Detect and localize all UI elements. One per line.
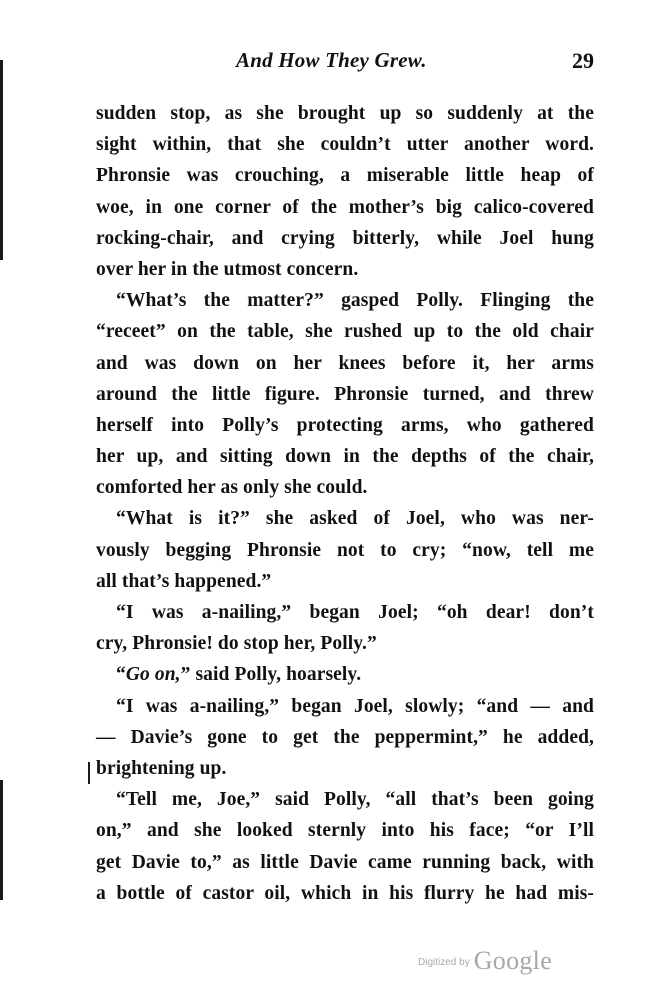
scan-edge-mark-bottom [0,780,3,900]
digitized-by-label: Digitized by [418,957,470,968]
text-line: get Davie to,” as little Davie came running back, with [96,851,594,873]
text-line: brightening up. [96,757,227,779]
text-line: cry, Phronsie! do stop her, Polly.” [96,633,377,655]
google-logo-text: Google [473,946,553,975]
line-rest: ” said Polly, hoarsely. [180,664,362,686]
running-title: And How They Grew. [236,48,427,72]
text-line: rocking-chair, and crying bitterly, while Joel hung [96,227,594,249]
text-line: “Tell me, Joe,” said Polly, “all that’s been going [116,789,594,811]
text-line: herself into Polly’s protecting arms, who gathered [96,414,594,436]
text-line: sudden stop, as she brought up so suddenly at the [96,103,594,124]
text-line: on,” and she looked sternly into his face; “or I’ll [96,820,594,842]
open-quote: “ [116,664,126,686]
body-text [96,98,594,909]
text-line: over her in the utmost concern. [96,258,359,280]
text-line: a bottle of castor oil, which in his flurry he had mis- [96,882,594,904]
text-line: her up, and sitting down in the depths of the chair, [96,446,594,468]
text-line: comforted her as only she could. [96,477,368,499]
digitized-by-google-watermark [418,946,552,976]
page-number: 29 [572,48,594,73]
text-line: “What’s the matter?” gasped Polly. Flinging the [116,290,594,312]
text-line: all that’s happened.” [96,570,272,592]
margin-tick-mark [88,762,90,784]
text-line: “receet” on the table, she rushed up to the old chair [96,321,594,343]
text-line: — Davie’s gone to get the peppermint,” he added, [96,726,594,748]
text-line: “I was a-nailing,” began Joel; “oh dear! don’t [116,602,594,623]
italic-phrase: Go on, [125,664,181,686]
text-line: sight within, that she couldn’t utter another word. [96,134,594,156]
text-line: vously begging Phronsie not to cry; “now, tell me [96,539,594,561]
text-line: woe, in one corner of the mother’s big calico-covered [96,196,594,218]
text-line: Phronsie was crouching, a miserable little heap of [96,165,594,187]
running-head [96,48,594,80]
text-line: around the little figure. Phronsie turned, and threw [96,383,594,405]
text-line: and was down on her knees before it, her arms [96,352,594,374]
text-line: “What is it?” she asked of Joel, who was ner- [116,508,594,530]
text-line [96,659,594,690]
scan-edge-mark-top [0,60,3,260]
text-line: “I was a-nailing,” began Joel, slowly; “and — and [116,695,594,717]
